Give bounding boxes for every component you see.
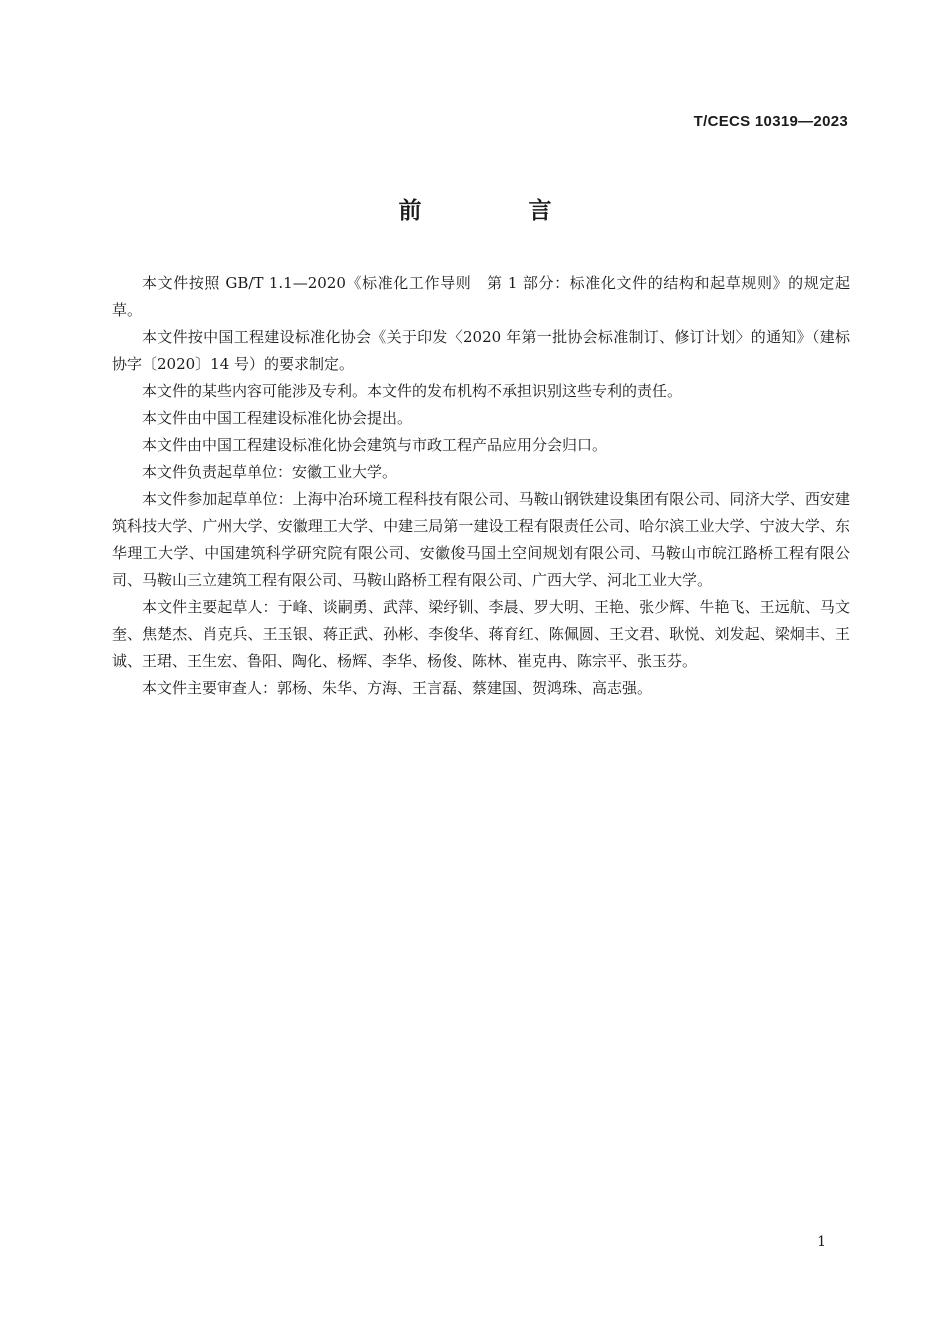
paragraph-lead-drafter: 本文件负责起草单位：安徽工业大学。 [142, 463, 398, 481]
paragraph-proposer: 本文件由中国工程建设标准化协会提出。 [142, 409, 413, 427]
paragraph-main-reviewers: 本文件主要审查人：郭杨、朱华、方海、王言磊、蔡建国、贺鸿珠、高志强。 [142, 679, 653, 697]
paragraph-drafting-rules: 本文件按照 GB/T 1.1—2020《标准化工作导则 第 1 部分：标准化文件的结构和起草规则》的规定起草。 [112, 274, 850, 319]
page-title: 前 言 [398, 198, 594, 224]
paragraph-patent-notice: 本文件的某些内容可能涉及专利。本文件的发布机构不承担识别这些专利的责任。 [142, 382, 683, 400]
paragraph-participating-units: 本文件参加起草单位：上海中冶环境工程科技有限公司、马鞍山钢铁建设集团有限公司、同济大学、西安建筑科技大学、广州大学、安徽理工大学、中建三局第一建设工程有限责任公司、哈尔滨工业大学、宁波大学、东华理工大学、中国建筑科学研究院有限公司、安徽俊马国土空间规划有限公司、马鞍山市皖江路桥工程有限公司、马鞍山三立建筑工程有限公司、马鞍山路桥工程有限公司、广西大学、河北工业大学。 [112, 490, 850, 589]
paragraph-responsible-committee: 本文件由中国工程建设标准化协会建筑与市政工程产品应用分会归口。 [142, 436, 608, 454]
paragraph-main-drafters: 本文件主要起草人：于峰、谈嗣勇、武萍、梁纾钏、李晨、罗大明、王艳、张少辉、牛艳飞、王远航、马文奎、焦楚杰、肖克兵、王玉银、蒋正武、孙彬、李俊华、蒋育红、陈佩圆、王文君、耿悦、刘发起、梁炯丰、王诚、王珺、王生宏、鲁阳、陶化、杨辉、李华、杨俊、陈林、崔克冉、陈宗平、张玉芬。 [112, 598, 850, 670]
paragraph-plan-notice: 本文件按中国工程建设标准化协会《关于印发〈2020 年第一批协会标准制订、修订计划〉的通知》（建标协字〔2020〕14 号）的要求制定。 [112, 328, 850, 373]
page-number: 1 [817, 1234, 826, 1250]
foreword-body [112, 270, 850, 702]
standard-code: T/CECS 10319—2023 [693, 113, 848, 130]
